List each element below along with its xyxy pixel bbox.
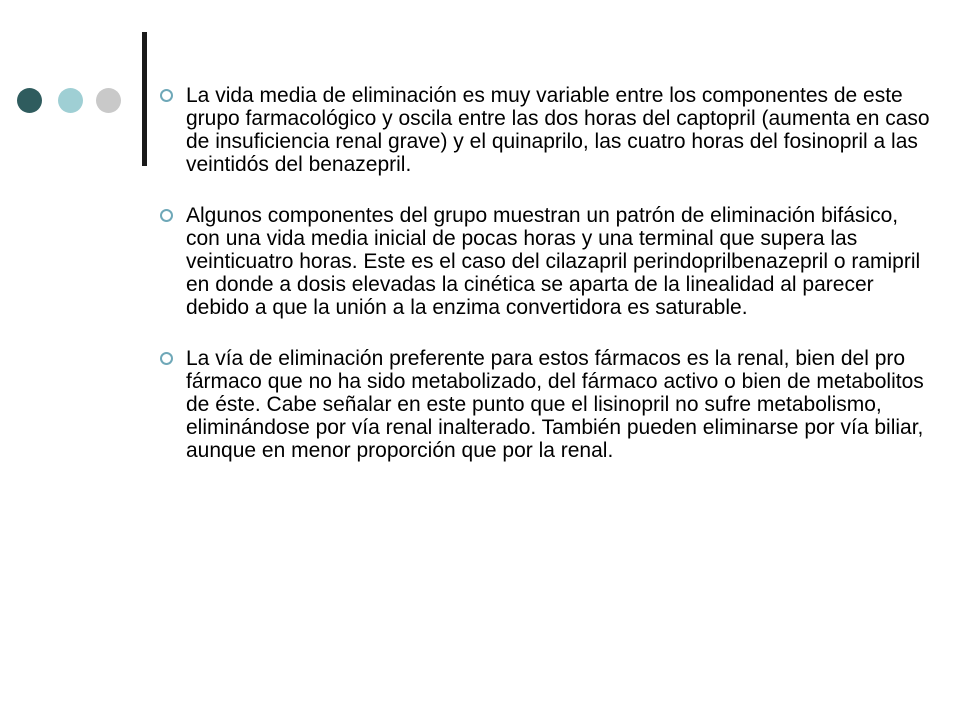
bullet-circle-icon (160, 209, 173, 222)
bullet-text: Algunos componentes del grupo muestran un patrón de eliminación bifásico, con una vida media inicial de pocas horas y una terminal que supera las veinticuatro horas. Este es el caso del cilazapril perindoprilbenazepril o ramipril en donde a dosis elevadas la cinética se aparta de la linealidad al parecer debido a que la unión a la enzima convertidora es saturable. (186, 204, 921, 319)
bullet-text: La vida media de eliminación es muy variable entre los componentes de este grupo farmacológico y oscila entre las dos horas del captopril (aumenta en caso de insuficiencia renal grave) y el quinaprilo, las cuatro horas del fosinopril a las veintidós del benazepril. (186, 84, 930, 176)
bullet-item (160, 204, 930, 319)
bullet-circle-icon (160, 89, 173, 102)
decorative-dot-dark (17, 88, 42, 113)
decorative-vertical-bar (142, 32, 147, 166)
decorative-dot-gray (96, 88, 121, 113)
decorative-dot-teal (58, 88, 83, 113)
bullet-circle-icon (160, 352, 173, 365)
slide-body (160, 84, 930, 490)
bullet-item (160, 347, 930, 462)
bullet-text: La vía de eliminación preferente para estos fármacos es la renal, bien del pro fármaco que no ha sido metabolizado, del fármaco activo o bien de metabolitos de éste. Cabe señalar en este punto que el lisinopril no sufre metabolismo, eliminándose por vía renal inalterado. También pueden eliminarse por vía biliar, aunque en menor proporción que por la renal. (186, 347, 924, 462)
bullet-item (160, 84, 930, 176)
